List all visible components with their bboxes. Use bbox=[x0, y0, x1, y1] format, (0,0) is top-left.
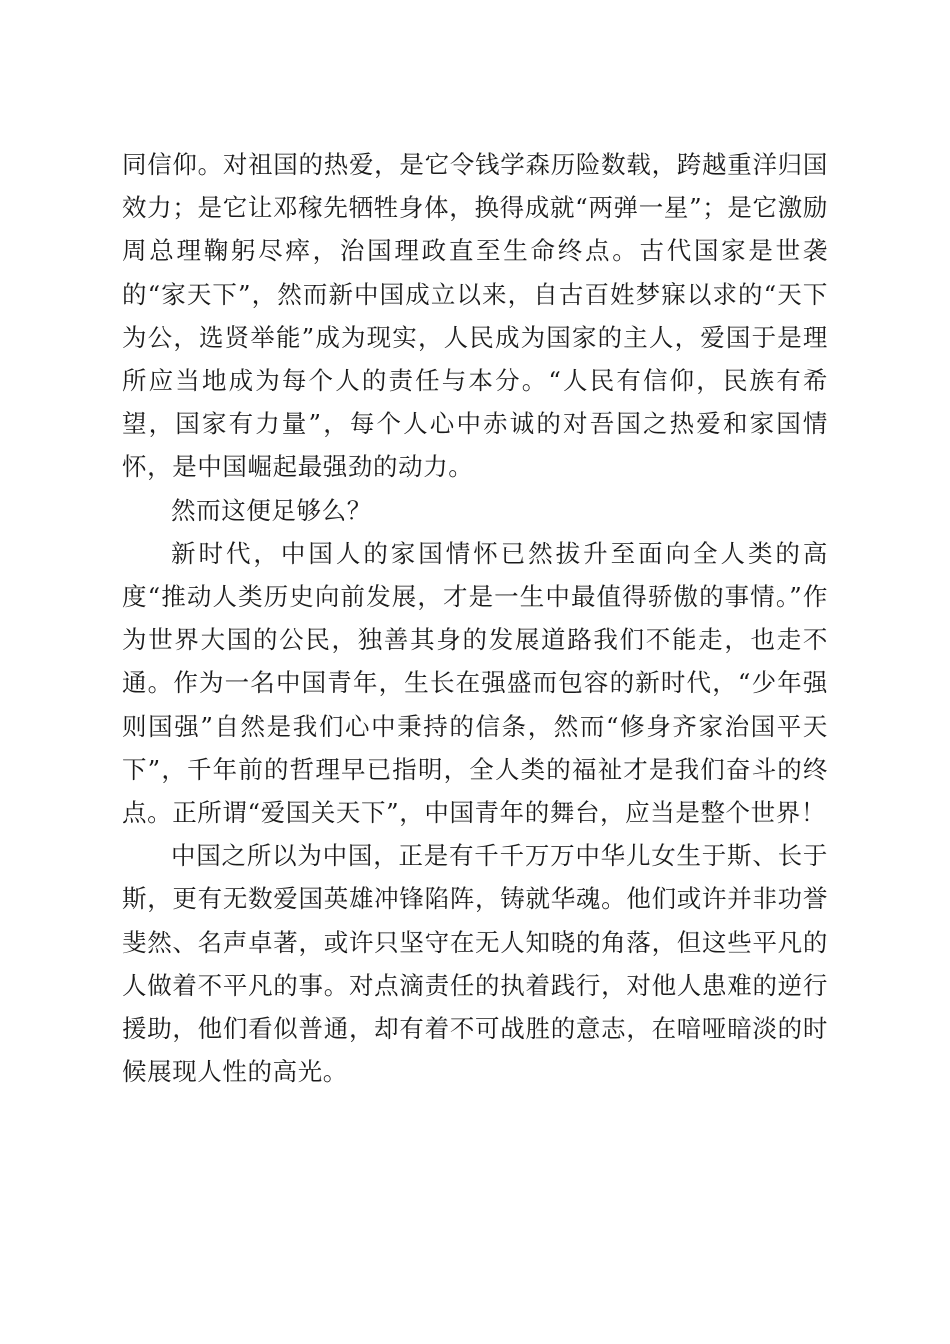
document-body bbox=[122, 143, 828, 1093]
paragraph-question: 然而这便足够么？ bbox=[171, 495, 372, 525]
paragraph-continued: 同信仰。对祖国的热爱，是它令钱学森历险数载，跨越重洋归国效力；是它让邓稼先牺牲身体，换得成就“两弹一星”；是它激励周总理鞠躬尽瘁，治国理政直至生命终点。古代国家是世袭的“家天下”，然而新中国成立以来，自古百姓梦寐以求的“天下为公，选贤举能”成为现实，人民成为国家的主人，爱国于是理所应当地成为每个人的责任与本分。“人民有信仰，民族有希望，国家有力量”，每个人心中赤诚的对吾国之热爱和家国情怀，是中国崛起最强劲的动力。 bbox=[122, 150, 828, 482]
paragraph-new-era: 新时代，中国人的家国情怀已然拔升至面向全人类的高度“推动人类历史向前发展，才是一生中最值得骄傲的事情。”作为世界大国的公民，独善其身的发展道路我们不能走，也走不通。作为一名中国青年，生长在强盛而包容的新时代，“少年强则国强”自然是我们心中秉持的信条，然而“修身齐家治国平天下”，千年前的哲理早已指明，全人类的福祉才是我们奋斗的终点。正所谓“爱国关天下”，中国青年的舞台，应当是整个世界！ bbox=[122, 538, 828, 828]
paragraph-ordinary-heroes: 中国之所以为中国，正是有千千万万中华儿女生于斯、长于斯，更有无数爱国英雄冲锋陷阵，铸就华魂。他们或许并非功誉斐然、名声卓著，或许只坚守在无人知晓的角落，但这些平凡的人做着不平凡的事。对点滴责任的执着践行，对他人患难的逆行援助，他们看似普通，却有着不可战胜的意志，在喑哑暗淡的时候展现人性的高光。 bbox=[122, 841, 828, 1087]
